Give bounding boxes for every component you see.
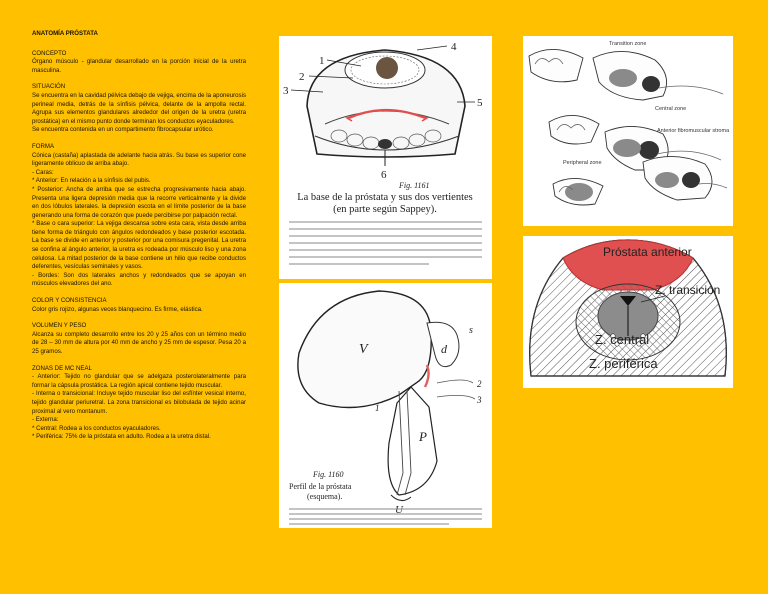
fig1-label-3: 3	[283, 85, 289, 97]
fig1-label-6: 6	[381, 169, 387, 181]
prostate-base-drawing	[279, 36, 492, 279]
section-heading-volumen: VOLUMEN Y PESO	[32, 322, 87, 330]
zona-anterior: - Anterior: Tejido no glandular que se adelgaza posterolateralmente para formar la cápsula prostática. La región apical contiene tejido muscular.	[32, 373, 246, 389]
externa-label: - Externa:	[32, 416, 59, 424]
fig3-label-transition-zone: Transition zone	[609, 41, 647, 47]
fig2-number: Fig. 1160	[313, 470, 344, 479]
fig2-label-V: V	[359, 342, 368, 357]
situacion-body-2: Se encuentra contenida en un compartimento fibrocapsular urótico.	[32, 126, 214, 134]
fig2-label-s: s	[469, 325, 473, 336]
fig1-label-1: 1	[319, 55, 325, 67]
concepto-body: Órgano músculo - glandular desarrollado en la porción inicial de la uretra masculina.	[32, 58, 246, 74]
fig1-label-2: 2	[299, 71, 305, 83]
zona-interna: - Interna o transicional: Incluye tejido muscular liso del esfínter vesical interno, tejido glandular periuretral. La zona transicional es bilobulada de tejido acinar proximal al vero montanum.	[32, 390, 246, 415]
fig4-label-anterior: Próstata anterior	[603, 245, 692, 259]
mcneal-zones-drawing	[523, 36, 733, 226]
fig4-label-transicion: Z. transición	[655, 283, 721, 297]
fig2-legend-lines	[289, 509, 482, 524]
fig2-label-2: 2	[477, 379, 482, 389]
fig2-label-U: U	[395, 504, 403, 516]
section-heading-zonas: ZONAS DE MC NEAL	[32, 364, 92, 372]
fig3-label-central-zone: Central zone	[655, 106, 687, 112]
fig1-legend-lines	[289, 222, 482, 264]
fig2-label-1: 1	[375, 403, 380, 413]
zona-periferica: * Periférica: 75% de la próstata en adulto. Rodea a la uretra distal.	[32, 433, 211, 441]
color-body: Color gris rojizo, algunas veces blanquecino. Es firme, elástica.	[32, 305, 203, 313]
fig2-label-3: 3	[477, 395, 482, 405]
situacion-body: Se encuentra en la cavidad pélvica debajo de vejiga, encima de la aponeurosis perineal media, detrás de la sínfisis pélvica, delante de la ampolla rectal. Agrupa sus elementos glandulares alrededor del origen de la uretra (uretra prostática) en el mismo punto donde terminan los conductos eyaculadores.	[32, 91, 246, 125]
document-title: ANATOMÍA PRÓSTATA	[32, 30, 98, 37]
section-heading-forma: FORMA	[32, 142, 55, 150]
figure-prostate-base	[279, 36, 492, 279]
fig2-label-d: d	[441, 342, 447, 356]
figure-prostate-profile	[279, 283, 492, 528]
text-column	[32, 30, 246, 442]
fig4-label-periferica: Z. periférica	[589, 356, 658, 371]
fig1-caption-line1: La base de la próstata y sus dos vertientes	[297, 192, 473, 203]
cara-posterior: * Posterior: Ancha de arriba que se estrecha progresivamente hacia abajo. Presenta una ligera depresión media que la recorre verticalmente y la divide en dos lóbulos laterales. la depresión escota en el límite posterior de la base generando una forma de corazón que puede percibirse por palpación rectal.	[32, 185, 246, 219]
figure-mcneal-zones	[523, 36, 733, 226]
figure-zones-section	[523, 236, 733, 388]
fig1-label-4: 4	[451, 41, 457, 53]
fig2-label-P: P	[419, 429, 427, 444]
fig1-number: Fig. 1161	[399, 181, 430, 190]
cara-anterior: * Anterior: En relación a la sínfisis del pubis.	[32, 177, 151, 185]
caras-label: - Caras:	[32, 168, 54, 176]
bordes: - Bordes: Son dos laterales anchos y redondeados que se apoyan en músculos elevadores del ano.	[32, 271, 246, 288]
volumen-body: Alcanza su completo desarrollo entre los 20 y 25 años con un término medio de 28 – 30 mm de altura por 40 mm de ancho y 25 mm de espesor. Pesa 20 a 25 gramos.	[32, 330, 246, 355]
fig4-label-central: Z. central	[595, 332, 650, 347]
zona-central: * Central: Rodea a los conductos eyaculadores.	[32, 424, 161, 432]
section-heading-situacion: SITUACIÓN	[32, 83, 66, 91]
section-heading-color: COLOR Y CONSISTENCIA	[32, 297, 107, 305]
section-heading-concepto: CONCEPTO	[32, 49, 67, 57]
forma-body: Cónica (castaña) aplastada de adelante hacia atrás. Su base es superior cone ligeramente oblicuo de arriba abajo.	[32, 151, 246, 168]
prostate-profile-drawing	[279, 283, 492, 528]
base-cara-superior: * Base o cara superior: La vejiga descansa sobre esta cara, vista desde arriba tiene forma de triángulo con ángulos redondeados y base posterior escotada. La base se divide en anterior y posterior por una comisura pregenital. La uretra se confina al ángulo anterior, la uretra es rodeada por músculo liso y una zona celulosa. La mitad posterior de la base contiene un hilio que recibe conductos deferentes, vesículas seminales y vasos.	[32, 220, 246, 271]
fig1-caption-line2: (en parte según Sappey).	[333, 204, 437, 215]
fig1-label-5: 5	[477, 97, 483, 109]
zones-section-drawing	[523, 236, 733, 388]
fig3-label-anterior-stroma: Anterior fibromuscular stroma	[657, 128, 730, 134]
fig2-caption-line1: Perfil de la próstata	[289, 482, 352, 491]
fig3-label-peripheral-zone: Peripheral zone	[563, 160, 602, 166]
fig2-caption-line2: (esquema).	[307, 492, 343, 501]
